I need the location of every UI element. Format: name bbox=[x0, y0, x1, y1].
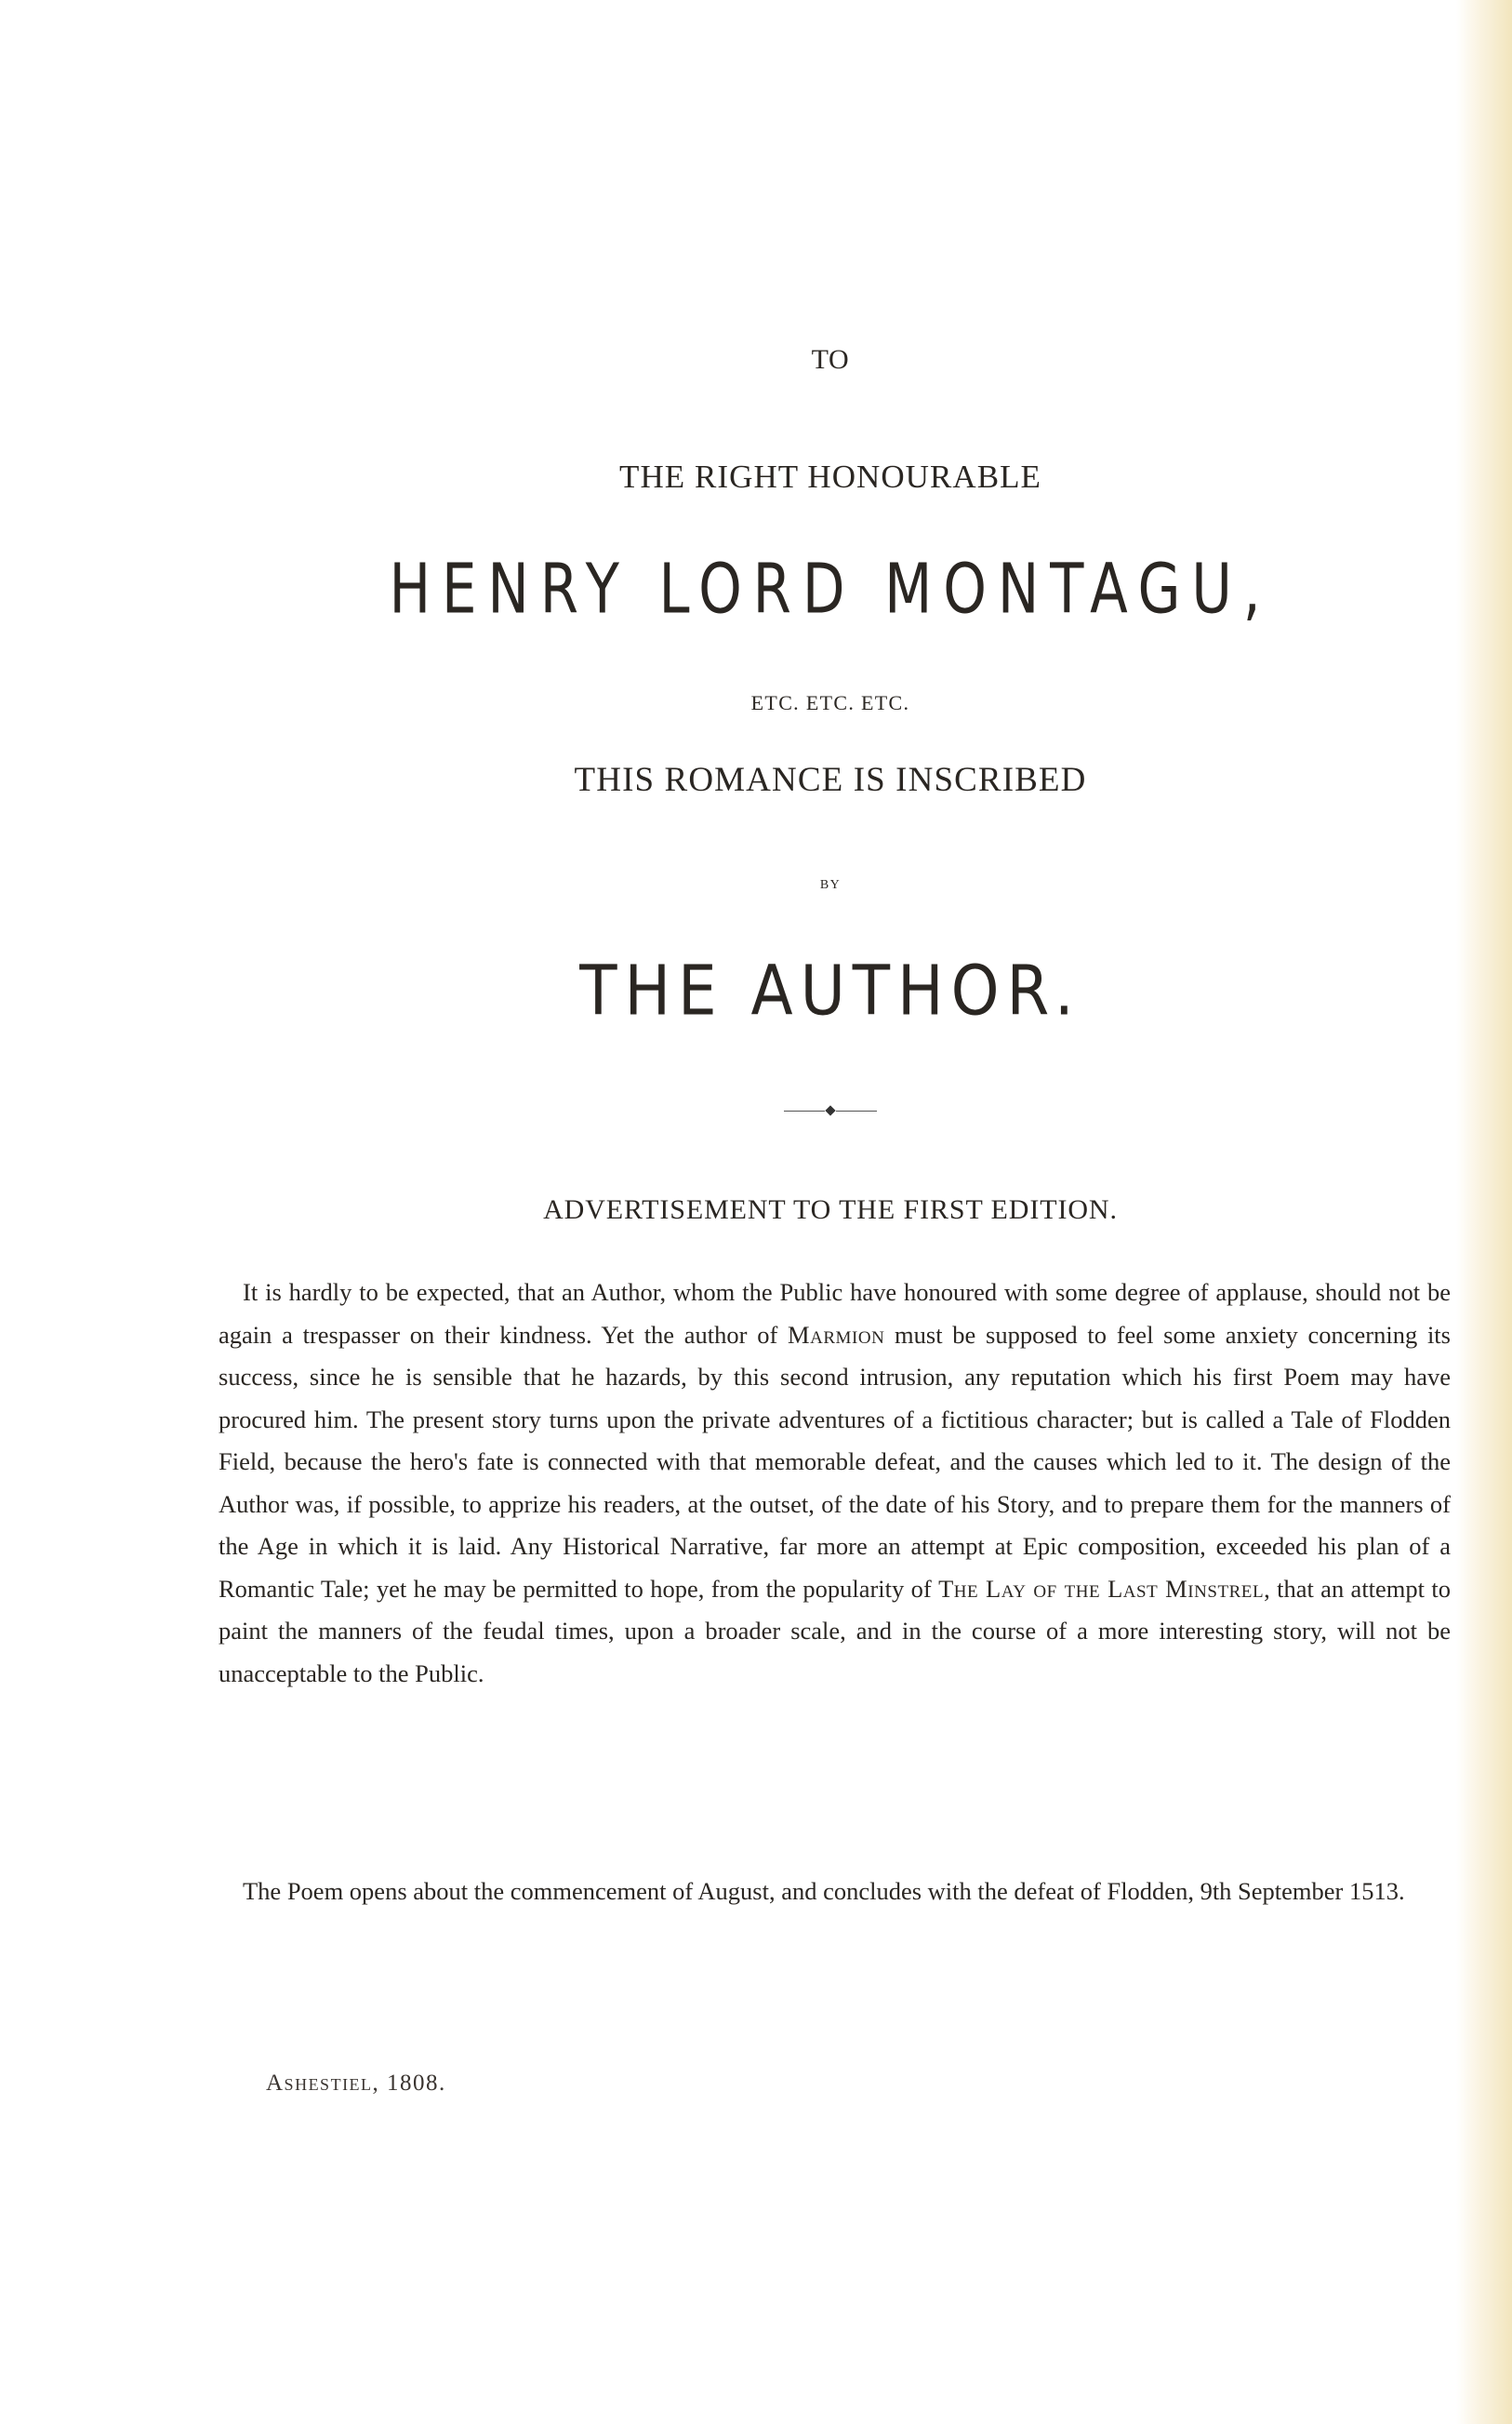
title-lay-of-last-minstrel: The Lay of the Last Minstrel bbox=[938, 1574, 1265, 1603]
signature-place-date: Ashestiel, 1808. bbox=[266, 2071, 446, 2096]
paragraph-text: must be supposed to feel some anxiety concerning its success, since he is sensible that he hazards, by this second intrusion, any reputation which his first Poem may have procured him. The present story turns upon the private adventures of a fictitious character; but is called a Tale of Flodden Field, because the hero's fate is connected with that memorable defeat, and the causes which led to it. The design of the Author was, if possible, to apprize his readers, at the outset, of the date of his Story, and to prepare them for the manners of the Age in which it is laid. Any Historical Narrative, far more an attempt at Epic composition, exceeded his plan of a Romantic Tale; yet he may be permitted to hope, from the popularity of bbox=[219, 1320, 1451, 1603]
dedication-honourable: THE RIGHT HONOURABLE bbox=[619, 459, 1041, 495]
divider-ornament bbox=[784, 1109, 877, 1114]
dedication-to: TO bbox=[811, 344, 850, 375]
advertisement-heading: ADVERTISEMENT TO THE FIRST EDITION. bbox=[543, 1194, 1118, 1225]
paragraph-text: It is hardly to be expected, that an Author, whom the Public have honoured with some degree of applause, should not be again a trespasser on their kindness. Yet the author of bbox=[219, 1278, 1451, 1349]
title-marmion: Marmion bbox=[788, 1320, 885, 1349]
dedication-etc: ETC. ETC. ETC. bbox=[750, 691, 910, 714]
divider-rule-right bbox=[836, 1111, 877, 1112]
diamond-ornament-icon bbox=[825, 1105, 835, 1115]
paragraph-text: , that an attempt to paint the manners of the feudal times, upon a broader scale, and in the course of a more interesting story, will not be unacceptable to the Public. bbox=[219, 1574, 1452, 1687]
dedication-by: BY bbox=[819, 878, 842, 892]
dedication-inscribed: THIS ROMANCE IS INSCRIBED bbox=[574, 761, 1087, 799]
advertisement-paragraph-1 bbox=[219, 1272, 1451, 1695]
advertisement-paragraph-2: The Poem opens about the commencement of August, and concludes with the defeat of Flodden, 9th September 1513. bbox=[243, 1877, 1405, 1905]
dedicatee-name: HENRY LORD MONTAGU, bbox=[389, 549, 1272, 630]
dedication-author: THE AUTHOR. bbox=[579, 951, 1081, 1032]
divider-rule-left bbox=[784, 1111, 825, 1112]
